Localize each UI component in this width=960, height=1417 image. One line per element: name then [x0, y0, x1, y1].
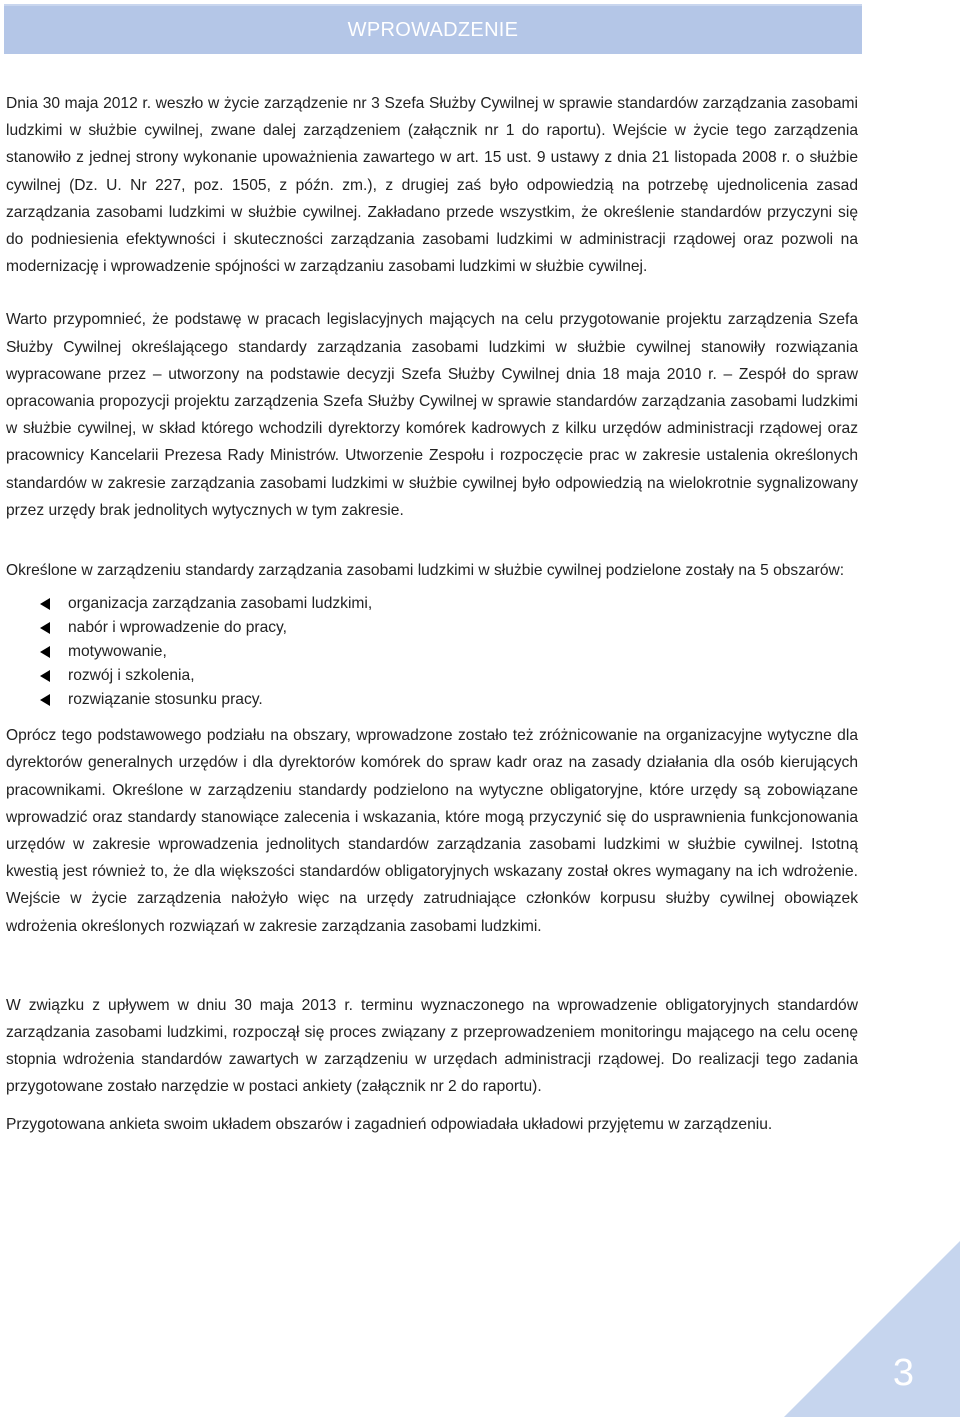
list-item	[6, 688, 858, 712]
list-item-text: rozwiązanie stosunku pracy.	[68, 691, 263, 709]
list-item-text: organizacja zarządzania zasobami ludzkimi,	[68, 595, 373, 613]
triangle-bullet-icon	[40, 598, 50, 610]
paragraph-division: Oprócz tego podstawowego podziału na obszary, wprowadzone zostało też zróżnicowanie na organizacyjne wytyczne dla dyrektorów generalnych urzędów i dla dyrektorów komórek do spraw kadr oraz na zasady działania dla osób kierujących pracownikami. Określone w zarządzeniu standardy podzielono na wytyczne obligatoryjne, które urzędy są zobowiązane wprowadzić oraz standardy stanowiące zalecenia i wskazania, które mogą przyczynić się do usprawnienia funkcjonowania urzędów w zakresie wprowadzenia jednolitych standardów zarządzania zasobami ludzkimi w służbie cywilnej. Istotną kwestią jest również to, że dla większości standardów obligatoryjnych wskazany został okres wymagany na ich wdrożenie. Wejście w życie zarządzenia nałożyło więc na urzędy zatrudniające członków korpusu służby cywilnej obowiązek wdrożenia określonych rozwiązań w zakresie zarządzania zasobami ludzkimi.	[6, 727, 858, 935]
paragraph-areas-intro: Określone w zarządzeniu standardy zarządzania zasobami ludzkimi w służbie cywilnej podzielone zostały na 5 obszarów:	[6, 562, 845, 580]
list-item	[6, 664, 858, 688]
page-number: 3	[892, 1352, 914, 1394]
section-header-bar	[4, 4, 862, 54]
triangle-bullet-icon	[40, 646, 50, 658]
paragraph-survey: Przygotowana ankieta swoim układem obszarów i zagadnień odpowiadała układowi przyjętemu w zarządzeniu.	[6, 1115, 773, 1133]
paragraph-monitoring: W związku z upływem w dniu 30 maja 2013 r. terminu wyznaczonego na wprowadzenie obligatoryjnych standardów zarządzania zasobami ludzkimi, rozpoczął się proces związany z przeprowadzeniem monitoringu mającego na celu ocenę stopnia wdrożenia standardów zawartych w zarządzeniu w urzędach administracji rządowej. Do realizacji tego zadania przygotowane zostało narzędzie w postaci ankiety (załącznik nr 2 do raportu).	[6, 996, 858, 1096]
list-item	[6, 592, 858, 616]
paragraph-intro: Dnia 30 maja 2012 r. weszło w życie zarządzenie nr 3 Szefa Służby Cywilnej w sprawie standardów zarządzania zasobami ludzkimi w służbie cywilnej, zwane dalej zarządzeniem (załącznik nr 1 do raportu). Wejście w życie tego zarządzenia stanowiło z jednej strony wykonanie upoważnienia zawartego w art. 15 ust. 9 ustawy z dnia 21 listopada 2008 r. o służbie cywilnej (Dz. U. Nr 227, poz. 1505, z późn. zm.), z drugiej zaś było odpowiedzią na potrzebę ujednolicenia zasad zarządzania zasobami ludzkimi w służbie cywilnej. Zakładano przede wszystkim, że określenie standardów przyczyni się do podniesienia efektywności i skuteczności zarządzania zasobami ludzkimi w administracji rządowej oraz pozwoli na modernizację i wprowadzenie spójności w zarządzaniu zasobami ludzkimi w służbie cywilnej.	[6, 95, 858, 276]
document-body	[6, 90, 858, 1138]
section-title: WPROWADZENIE	[347, 18, 519, 41]
list-item	[6, 640, 858, 664]
corner-triangle-decoration	[784, 1241, 960, 1417]
list-item	[6, 616, 858, 640]
list-item-text: nabór i wprowadzenie do pracy,	[68, 619, 288, 637]
list-item-text: rozwój i szkolenia,	[68, 667, 195, 685]
paragraph-legislative-background: Warto przypomnieć, że podstawę w pracach legislacyjnych mających na celu przygotowanie projektu zarządzenia Szefa Służby Cywilnej określającego standardy zarządzania zasobami ludzkimi w służbie cywilnej stanowiły rozwiązania wypracowane przez – utworzony na podstawie decyzji Szefa Służby Cywilnej dnia 18 maja 2010 r. – Zespół do spraw opracowania propozycji projektu zarządzenia Szefa Służby Cywilnej w sprawie standardów zarządzania zasobami ludzkimi w służbie cywilnej, w skład którego wchodzili dyrektorzy komórek kadrowych z kilku urzędów administracji rządowej oraz pracownicy Kancelarii Prezesa Rady Ministrów. Utworzenie Zespołu i rozpoczęcie prac w zakresie ustalenia określonych standardów w zakresie zarządzania zasobami ludzkimi w służbie cywilnej było odpowiedzią na wielokrotnie sygnalizowany przez urzędy brak jednolitych wytycznych w tym zakresie.	[6, 311, 858, 519]
triangle-bullet-icon	[40, 694, 50, 706]
areas-list	[6, 592, 858, 712]
triangle-bullet-icon	[40, 622, 50, 634]
list-item-text: motywowanie,	[68, 643, 167, 661]
triangle-bullet-icon	[40, 670, 50, 682]
